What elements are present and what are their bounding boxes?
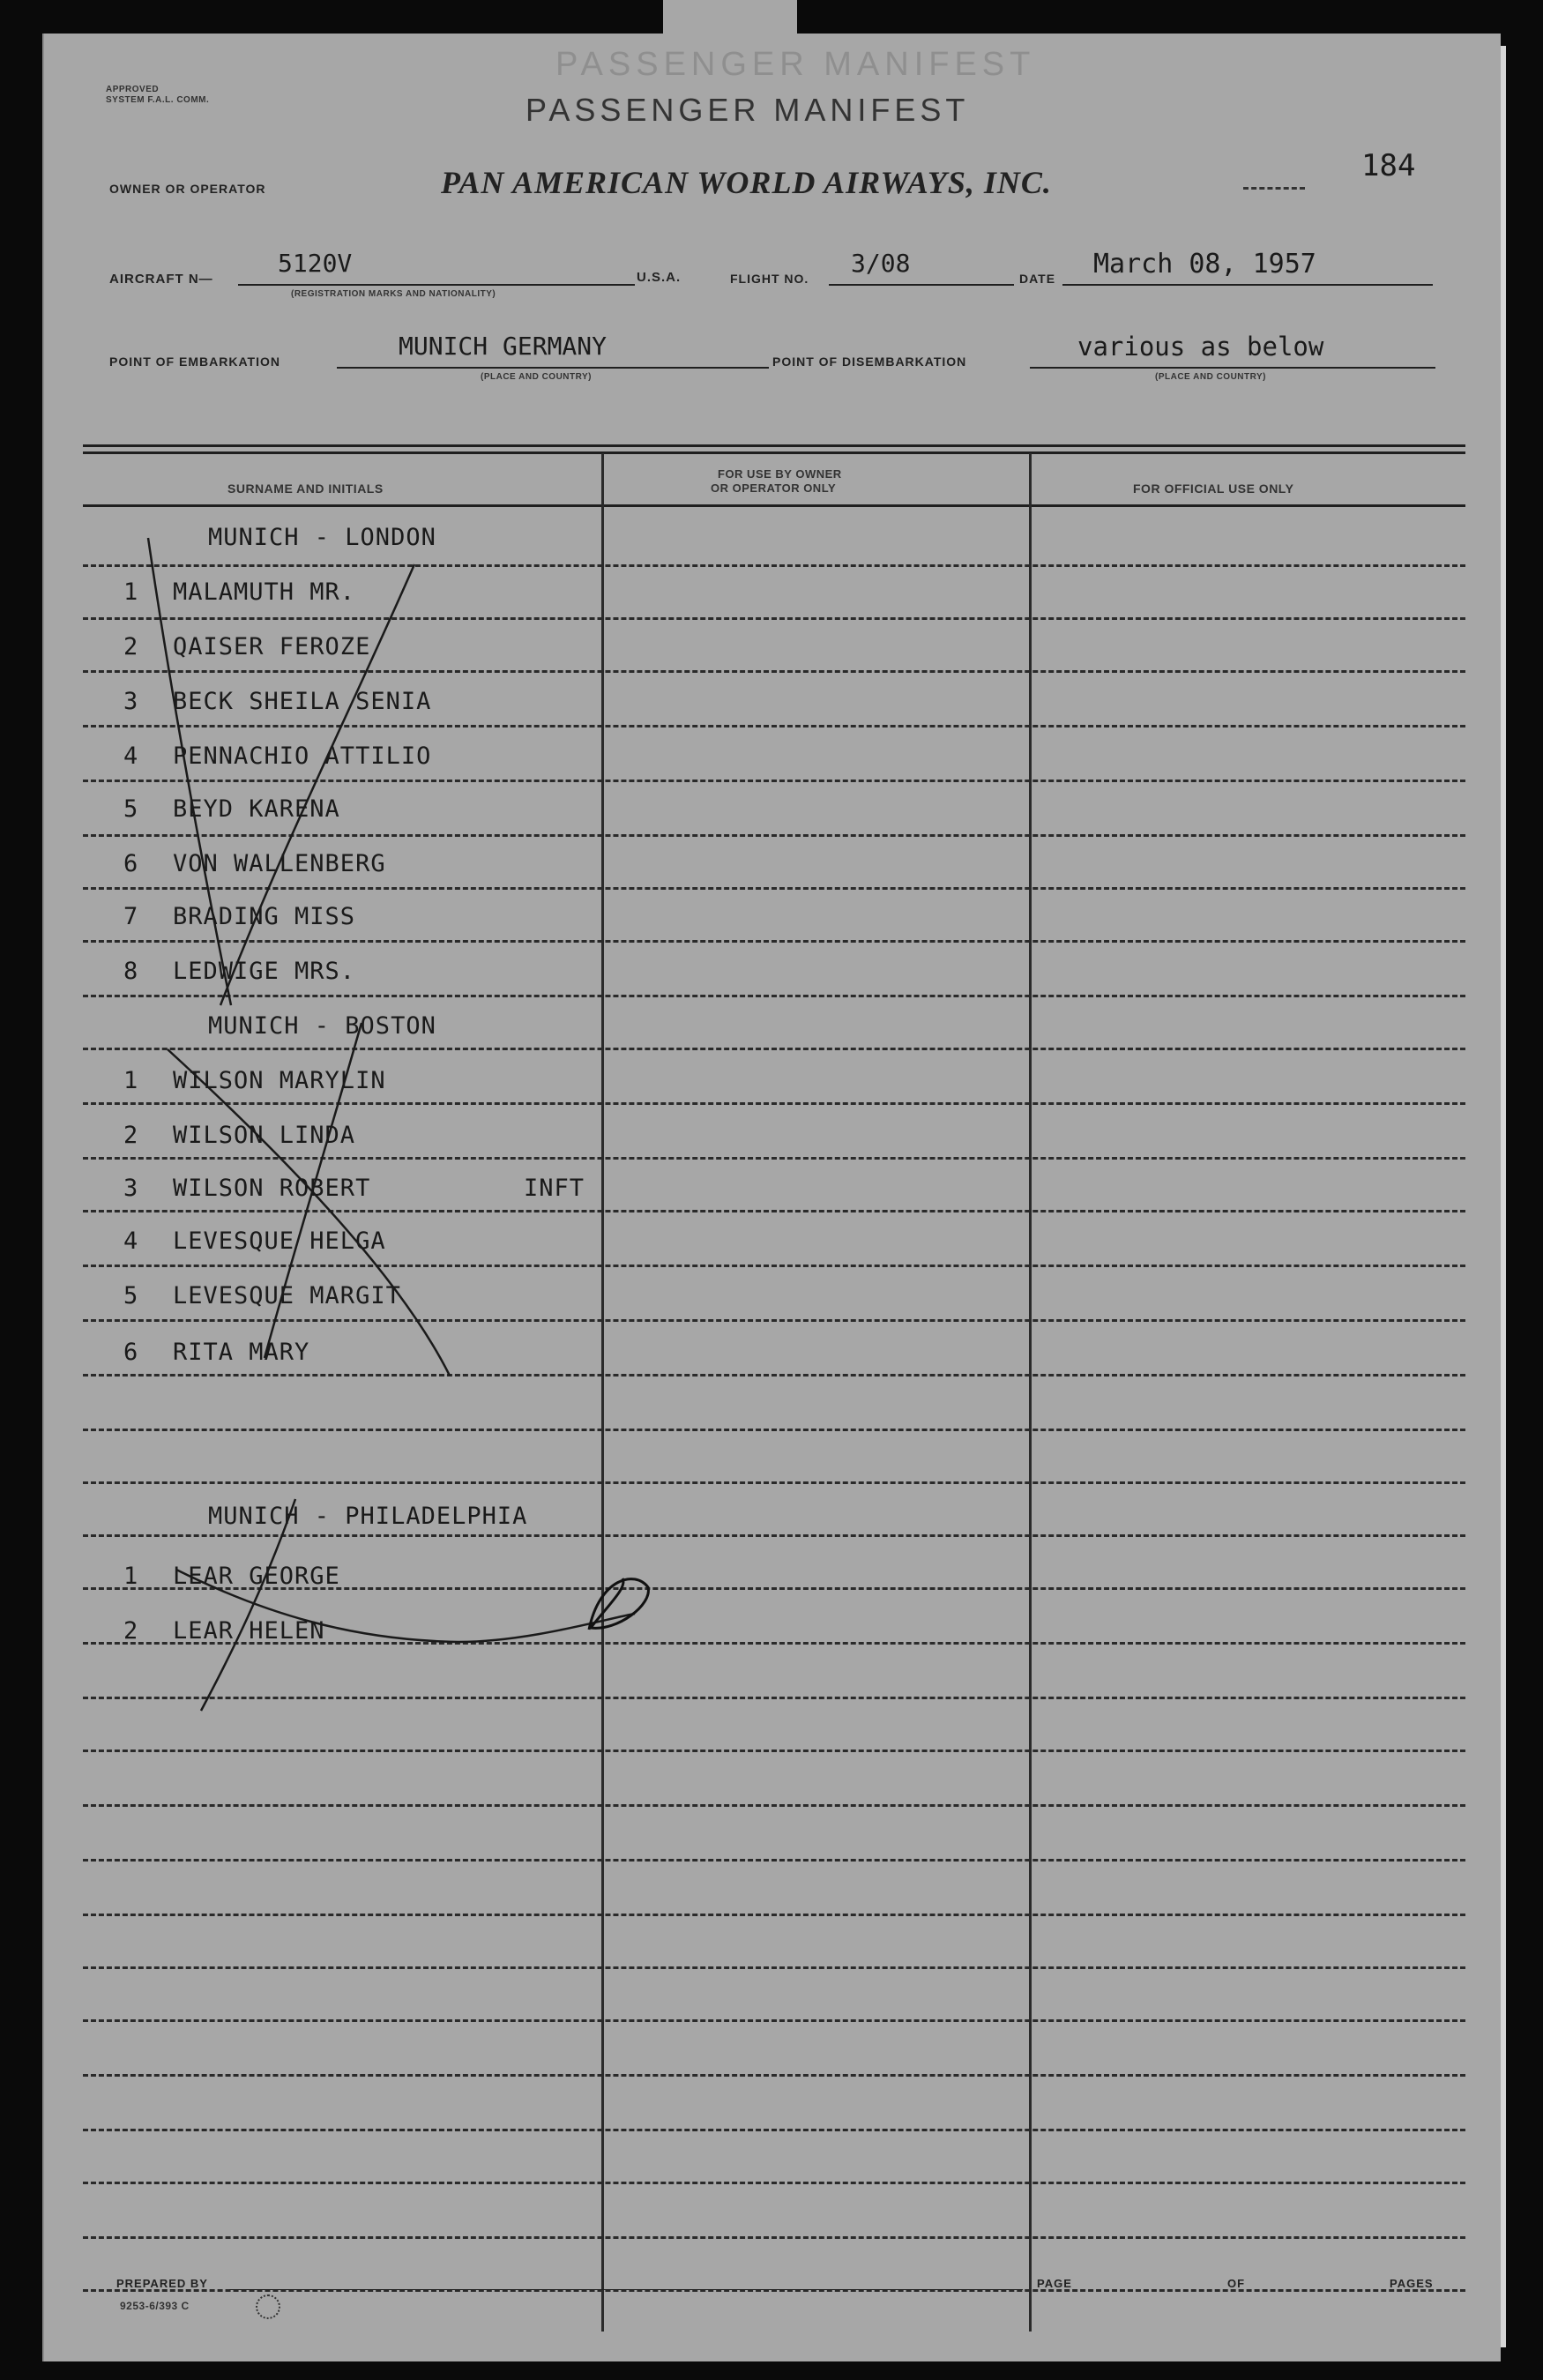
strike-line-boston-1	[265, 1023, 362, 1358]
passenger-num: 1	[123, 1563, 139, 1590]
date-label: DATE	[1019, 272, 1056, 286]
place-caption: (PLACE AND COUNTRY)	[481, 372, 592, 382]
passenger-num: 3	[123, 688, 139, 715]
passenger-num: 1	[123, 578, 139, 606]
strike-line-london-2	[220, 564, 414, 1005]
col-owner-header-2: OR OPERATOR ONLY	[711, 481, 837, 495]
disembarkation-label: POINT OF DISEMBARKATION	[772, 354, 967, 369]
passenger-name: BEYD KARENA	[173, 795, 340, 823]
passenger-num: 7	[123, 903, 139, 930]
passenger-name: WILSON MARYLIN	[173, 1067, 386, 1094]
passenger-num: 6	[123, 850, 139, 877]
of-label: OF	[1227, 2277, 1246, 2290]
passenger-name: LEVESQUE MARGIT	[173, 1282, 401, 1309]
col-official-header: FOR OFFICIAL USE ONLY	[1133, 481, 1294, 496]
prepared-by-line	[229, 2289, 1023, 2290]
col-owner-header-1: FOR USE BY OWNER	[718, 467, 842, 481]
page-number: 184	[1361, 148, 1416, 183]
page-title: PASSENGER MANIFEST	[526, 92, 970, 128]
aircraft-label: AIRCRAFT N—	[109, 272, 213, 287]
seal-icon	[256, 2294, 280, 2319]
flight-label: FLIGHT NO.	[730, 272, 809, 286]
approval-line-2: SYSTEM F.A.L. COMM.	[106, 95, 210, 105]
embarkation-label: POINT OF EMBARKATION	[109, 354, 280, 369]
passenger-name: RITA MARY	[173, 1339, 310, 1366]
form-number: 9253-6/393 C	[120, 2300, 190, 2312]
passenger-name: LEAR GEORGE	[173, 1563, 340, 1590]
passenger-num: 6	[123, 1339, 139, 1366]
flight-value: 3/08	[851, 249, 911, 278]
passenger-name: LEAR HELEN	[173, 1617, 325, 1645]
passenger-num: 5	[123, 1282, 139, 1309]
passenger-name: BRADING MISS	[173, 903, 356, 930]
passenger-name: LEVESQUE HELGA	[173, 1227, 386, 1255]
date-value: March 08, 1957	[1093, 249, 1316, 280]
route-london-heading: MUNICH - LONDON	[208, 524, 436, 551]
strike-line-boston-2	[168, 1049, 450, 1376]
strike-line-phila-2	[176, 1570, 635, 1642]
owner-value: PAN AMERICAN WORLD AIRWAYS, INC.	[441, 165, 1052, 200]
passenger-name: MALAMUTH MR.	[173, 578, 356, 606]
passenger-num: 8	[123, 958, 139, 985]
passenger-num: 2	[123, 1617, 139, 1645]
registration-caption: (REGISTRATION MARKS AND NATIONALITY)	[291, 289, 496, 299]
passenger-note: INFT	[524, 1175, 585, 1202]
passenger-num: 3	[123, 1175, 139, 1202]
strike-line-phila-1	[201, 1499, 295, 1711]
prepared-by-label: PREPARED BY	[116, 2277, 208, 2290]
passenger-name: VON WALLENBERG	[173, 850, 386, 877]
page-label: PAGE	[1037, 2277, 1072, 2290]
passenger-num: 4	[123, 742, 139, 770]
approval-line-1: APPROVED	[106, 85, 160, 94]
passenger-num: 4	[123, 1227, 139, 1255]
passenger-name: LEDWIGE MRS.	[173, 958, 356, 985]
route-boston-heading: MUNICH - BOSTON	[208, 1012, 436, 1040]
ghost-title: PASSENGER MANIFEST	[555, 46, 1036, 83]
disembarkation-value: various as below	[1077, 332, 1324, 362]
place-caption-2: (PLACE AND COUNTRY)	[1155, 372, 1266, 382]
aircraft-value: 5120V	[278, 249, 353, 278]
pages-label: PAGES	[1390, 2277, 1434, 2290]
embarkation-value: MUNICH GERMANY	[399, 332, 608, 361]
owner-label: OWNER OR OPERATOR	[109, 182, 266, 196]
passenger-num: 5	[123, 795, 139, 823]
passenger-num: 1	[123, 1067, 139, 1094]
col-name-header: SURNAME AND INITIALS	[227, 481, 384, 496]
route-philadelphia-heading: MUNICH - PHILADELPHIA	[208, 1503, 528, 1530]
strike-line-london-1	[148, 538, 231, 1005]
usa-label: U.S.A.	[637, 270, 682, 285]
passenger-name: BECK SHEILA SENIA	[173, 688, 432, 715]
passenger-num: 2	[123, 1122, 139, 1149]
passenger-name: QAISER FEROZE	[173, 633, 371, 660]
passenger-name: WILSON ROBERT	[173, 1175, 371, 1202]
passenger-name: WILSON LINDA	[173, 1122, 356, 1149]
passenger-num: 2	[123, 633, 139, 660]
passenger-name: PENNACHIO ATTILIO	[173, 742, 432, 770]
